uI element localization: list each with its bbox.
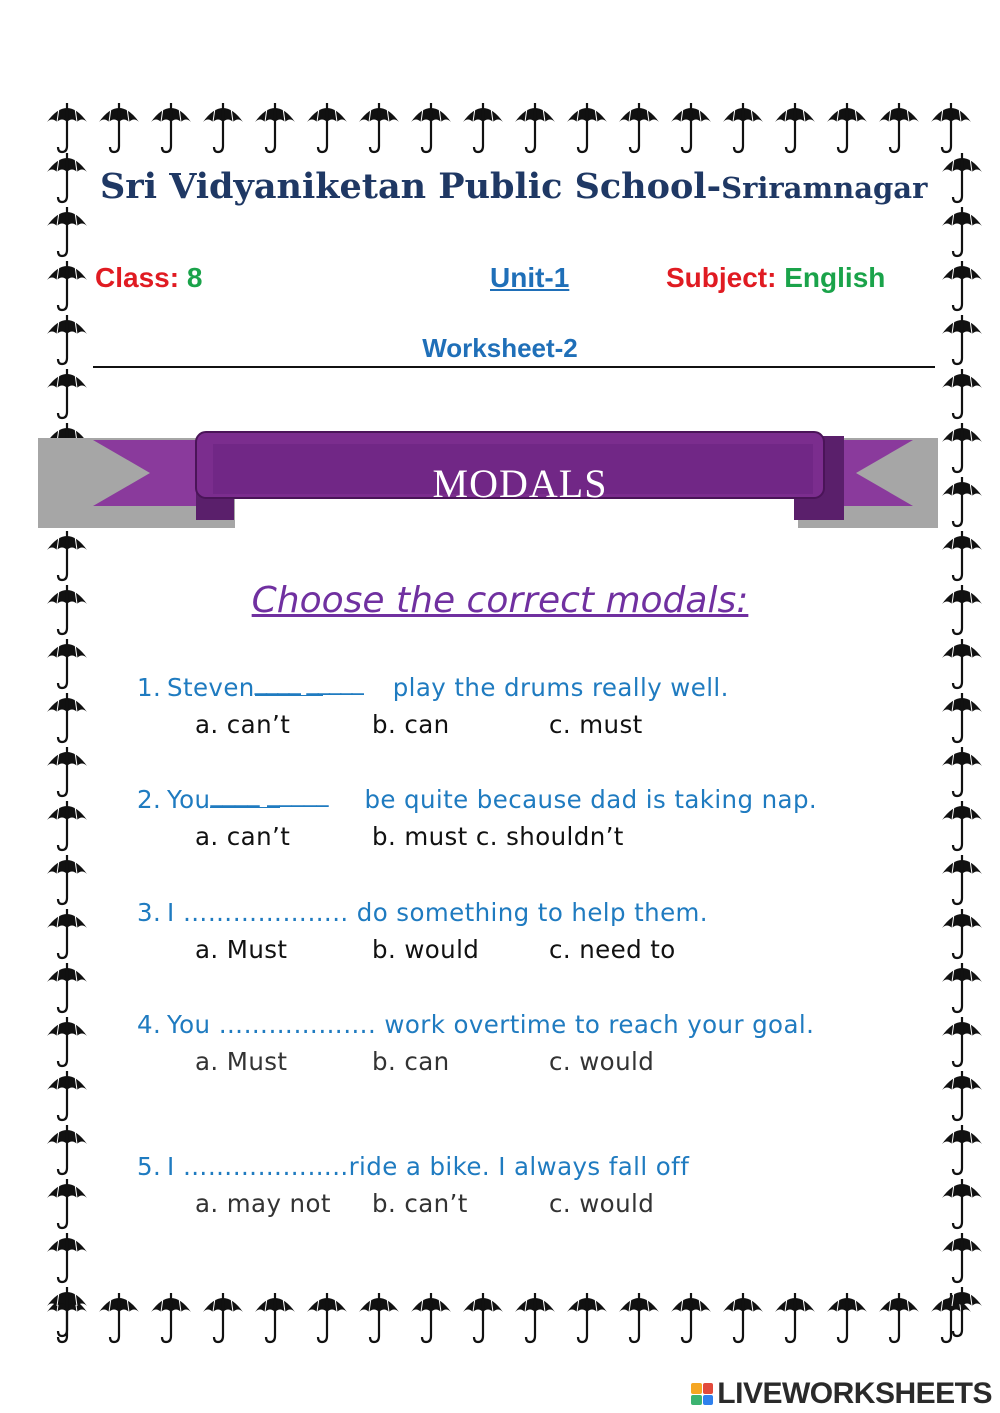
option-a[interactable]: a. can’t <box>195 710 291 739</box>
school-name-suffix: Sriramnagar <box>721 171 928 205</box>
question-5 <box>137 1152 689 1181</box>
umbrella-icon <box>305 100 349 154</box>
question-text: I ………………..ride a bike. I always fall off <box>167 1152 690 1181</box>
option-c[interactable]: c. must <box>549 710 643 739</box>
umbrella-icon <box>929 100 973 154</box>
umbrella-icon <box>940 474 984 528</box>
umbrella-icon <box>940 1230 984 1284</box>
question-number: 2. <box>137 785 162 814</box>
umbrella-icon <box>773 100 817 154</box>
umbrella-icon <box>940 636 984 690</box>
umbrella-icon <box>940 1176 984 1230</box>
header-divider <box>93 366 935 368</box>
umbrella-icon <box>305 1290 349 1344</box>
liveworksheets-logo-icon <box>691 1383 713 1405</box>
question-text: You ………………. work overtime to reach your goal. <box>167 1010 815 1039</box>
question-text-after: play the drums really well. <box>392 673 729 702</box>
question-number: 5. <box>137 1152 162 1181</box>
school-name-main: Sri Vidyaniketan Public School- <box>100 166 722 207</box>
umbrella-icon <box>45 744 89 798</box>
umbrella-icon <box>940 258 984 312</box>
option-a[interactable]: a. Must <box>195 935 288 964</box>
option-c[interactable]: c. need to <box>549 935 676 964</box>
umbrella-icon <box>149 1290 193 1344</box>
option-b[interactable]: b. can’t <box>372 1189 468 1218</box>
answer-blank-tail <box>210 778 364 808</box>
question-text-after: be quite because dad is taking nap. <box>364 785 818 814</box>
option-b[interactable]: b. can <box>372 710 450 739</box>
umbrella-icon <box>669 100 713 154</box>
question-number: 3. <box>137 898 162 927</box>
umbrella-icon <box>825 1290 869 1344</box>
option-b[interactable]: b. can <box>372 1047 450 1076</box>
option-b[interactable]: b. would <box>372 935 480 964</box>
umbrella-icon <box>45 960 89 1014</box>
subject-label: Subject: <box>666 262 777 293</box>
umbrella-icon <box>940 204 984 258</box>
umbrella-icon <box>940 852 984 906</box>
option-a[interactable]: a. can’t <box>195 822 291 851</box>
umbrella-icon <box>940 366 984 420</box>
umbrella-icon <box>45 1122 89 1176</box>
umbrella-icon <box>877 100 921 154</box>
banner-title: MODALS <box>432 461 608 506</box>
umbrella-icon <box>97 1290 141 1344</box>
umbrella-icon <box>825 100 869 154</box>
unit-link: Unit-1 <box>490 262 570 293</box>
umbrella-icon <box>45 798 89 852</box>
question-text-before: You <box>167 785 211 814</box>
umbrella-icon <box>940 960 984 1014</box>
umbrella-icon <box>45 1068 89 1122</box>
umbrella-icon <box>45 690 89 744</box>
umbrella-icon <box>773 1290 817 1344</box>
umbrella-icon <box>940 690 984 744</box>
unit-info <box>490 262 569 294</box>
option-a[interactable]: a. may not <box>195 1189 331 1218</box>
umbrella-icon <box>45 204 89 258</box>
option-b-c[interactable]: b. must c. shouldn’t <box>372 822 624 851</box>
question-1 <box>137 666 729 702</box>
umbrella-icon <box>721 100 765 154</box>
option-a[interactable]: a. Must <box>195 1047 288 1076</box>
school-name <box>100 166 927 207</box>
umbrella-icon <box>940 1284 984 1338</box>
umbrella-icon <box>97 100 141 154</box>
umbrella-icon <box>357 100 401 154</box>
umbrella-icon <box>253 100 297 154</box>
question-2 <box>137 778 818 814</box>
umbrella-icon <box>565 100 609 154</box>
umbrella-icon <box>45 1176 89 1230</box>
umbrella-icon <box>45 636 89 690</box>
umbrella-icon <box>409 100 453 154</box>
umbrella-icon <box>45 258 89 312</box>
umbrella-icon <box>45 1014 89 1068</box>
option-c[interactable]: c. would <box>549 1047 655 1076</box>
question-4 <box>137 1010 814 1039</box>
answer-blank-tail <box>254 666 393 696</box>
umbrella-icon <box>45 906 89 960</box>
umbrella-icon <box>45 528 89 582</box>
umbrella-icon <box>45 1230 89 1284</box>
umbrella-icon <box>45 1284 89 1338</box>
question-number: 4. <box>137 1010 162 1039</box>
umbrella-icon <box>409 1290 453 1344</box>
liveworksheets-logo-text: LIVEWORKSHEETS <box>717 1377 992 1410</box>
umbrella-icon <box>940 906 984 960</box>
worksheet-title: Worksheet-2 <box>422 333 578 363</box>
umbrella-icon <box>201 1290 245 1344</box>
umbrella-icon <box>940 744 984 798</box>
subject-info <box>666 262 885 294</box>
umbrella-icon <box>45 852 89 906</box>
umbrella-icon <box>940 150 984 204</box>
umbrella-icon <box>201 100 245 154</box>
umbrella-icon <box>940 420 984 474</box>
umbrella-icon <box>940 1122 984 1176</box>
umbrella-icon <box>940 528 984 582</box>
umbrella-icon <box>253 1290 297 1344</box>
liveworksheets-logo <box>691 1376 992 1412</box>
umbrella-icon <box>513 1290 557 1344</box>
umbrella-icon <box>721 1290 765 1344</box>
class-label: Class: <box>95 262 180 293</box>
question-number: 1. <box>137 673 162 702</box>
umbrella-icon <box>669 1290 713 1344</box>
umbrella-icon <box>940 1014 984 1068</box>
question-text: I ……………….. do something to help them. <box>167 898 708 927</box>
question-3 <box>137 898 708 927</box>
question-text-before: Steven <box>167 673 255 702</box>
option-c[interactable]: c. would <box>549 1189 655 1218</box>
subject-value: English <box>784 262 886 293</box>
umbrella-icon <box>461 100 505 154</box>
umbrella-icon <box>940 1068 984 1122</box>
umbrella-icon <box>357 1290 401 1344</box>
umbrella-icon <box>461 1290 505 1344</box>
umbrella-icon <box>877 1290 921 1344</box>
umbrella-icon <box>149 100 193 154</box>
instruction: Choose the correct modals: <box>251 580 749 621</box>
umbrella-icon <box>617 1290 661 1344</box>
blank-underscores: ____ _____ <box>254 666 363 695</box>
blank-underscores: ____ _____ <box>210 778 329 807</box>
umbrella-icon <box>45 366 89 420</box>
umbrella-icon <box>45 100 89 154</box>
umbrella-icon <box>565 1290 609 1344</box>
umbrella-icon <box>45 150 89 204</box>
umbrella-icon <box>513 100 557 154</box>
umbrella-icon <box>617 100 661 154</box>
umbrella-icon <box>940 798 984 852</box>
class-info <box>95 262 202 294</box>
class-value: 8 <box>186 262 203 293</box>
